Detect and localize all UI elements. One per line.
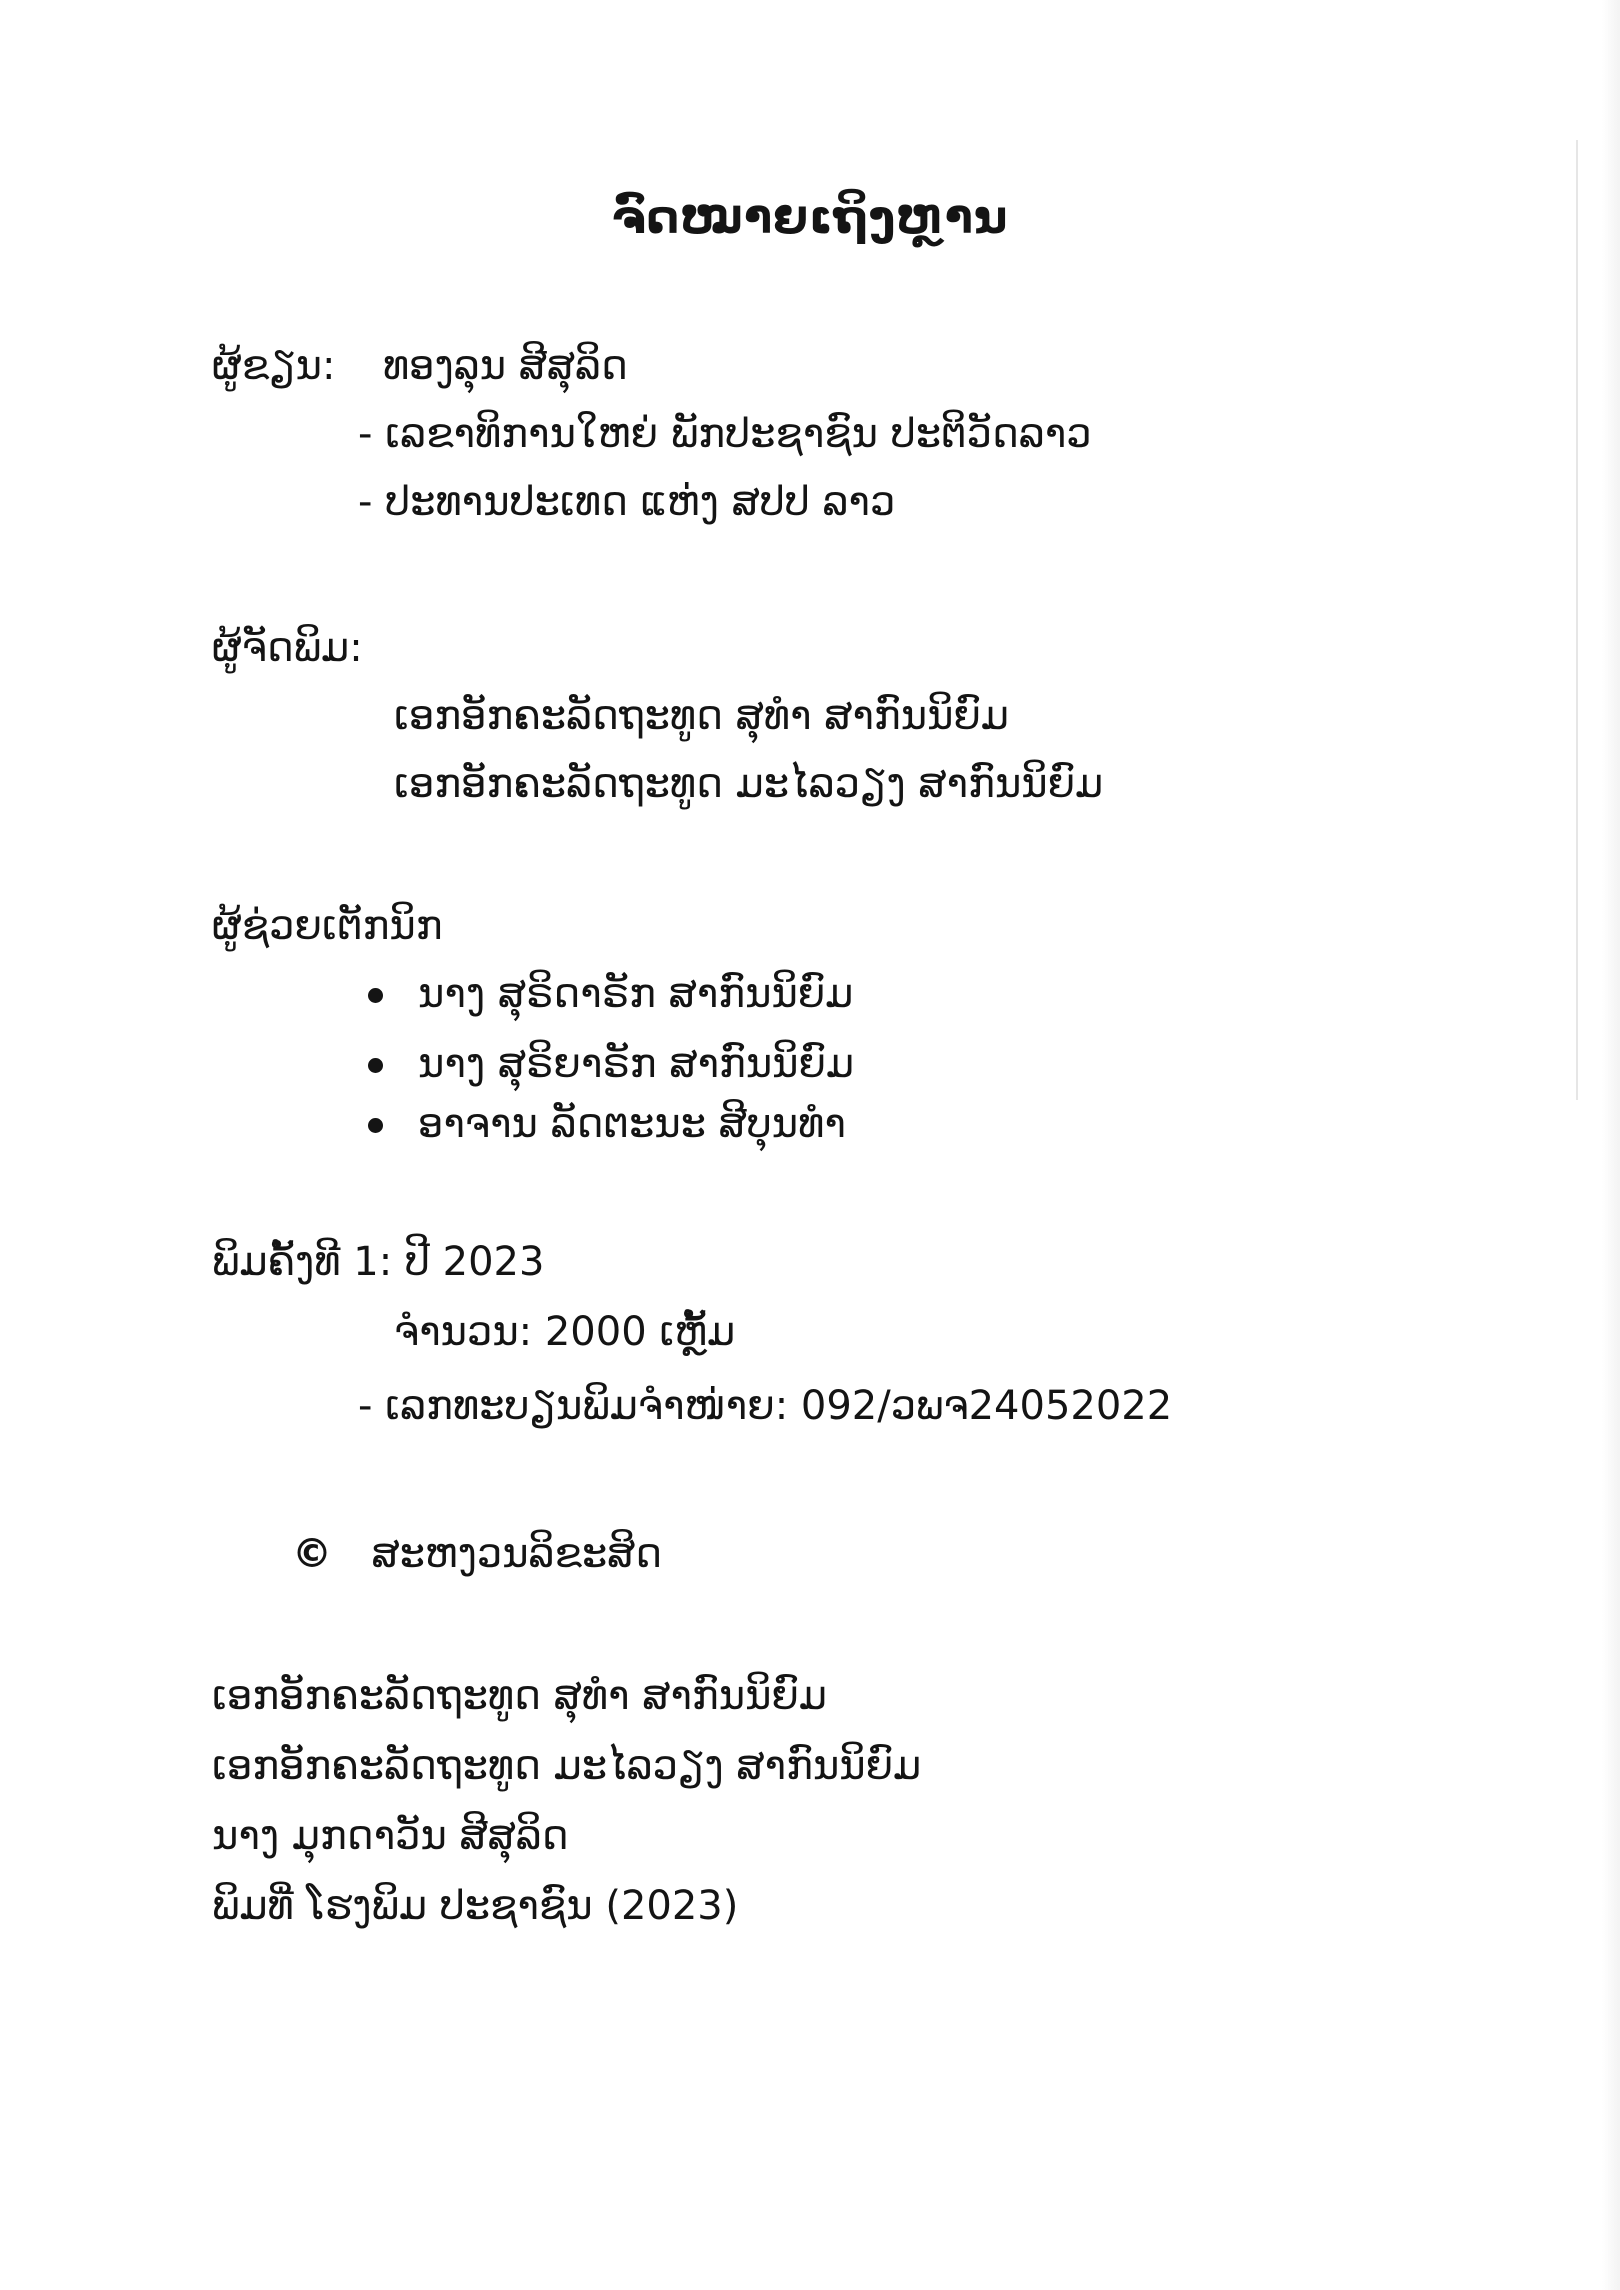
assistants-label: ຜູ້ຊ່ວຍເຕັກນິກ <box>212 903 443 949</box>
registration-line: - ເລກທະບຽນພິມຈຳໜ່າຍ: 092/ວພຈ24052022 <box>358 1383 1173 1429</box>
holder-1: ເອກອັກຄະລັດຖະທູດ ສຸທຳ ສາກົນນິຍົມ <box>212 1673 827 1719</box>
author-label: ຜູ້ຂຽນ: <box>212 343 336 389</box>
copyright-label: ສະຫງວນລິຂະສິດ <box>371 1531 663 1577</box>
copyright-icon: © <box>292 1531 332 1577</box>
author-role-1: - ເລຂາທິການໃຫຍ່ ພັກປະຊາຊົນ ປະຕິວັດລາວ <box>358 411 1092 457</box>
assistant-name-2: ນາງ ສຸຣິຍາຣັກ ສາກົນນິຍົມ <box>418 1041 855 1087</box>
scan-edge-shadow <box>1602 0 1620 2290</box>
publisher-label: ຜູ້ຈັດພິມ: <box>212 625 363 671</box>
bullet-icon <box>368 988 383 1003</box>
assistant-name-3: ອາຈານ ລັດຕະນະ ສີບຸນທຳ <box>418 1101 846 1147</box>
bullet-icon <box>368 1058 383 1073</box>
holder-2: ເອກອັກຄະລັດຖະທູດ ມະໄລວຽງ ສາກົນນິຍົມ <box>212 1743 922 1789</box>
author-name: ທອງລຸນ ສີສຸລິດ <box>382 343 628 389</box>
copyright-line <box>292 1528 662 1580</box>
publisher-name-1: ເອກອັກຄະລັດຖະທູດ ສຸທຳ ສາກົນນິຍົມ <box>394 693 1009 739</box>
edition-line: ພິມຄັ້ງທີ 1: ປີ 2023 <box>212 1239 545 1285</box>
printer-line: ພິມທີ່ ໂຮງພິມ ປະຊາຊົນ (2023) <box>212 1883 739 1929</box>
document-title: ຈົດໝາຍເຖິງຫຼານ <box>611 190 1009 244</box>
copies-line: ຈຳນວນ: 2000 ເຫຼັ້ມ <box>394 1309 736 1355</box>
author-role-2: - ປະທານປະເທດ ແຫ່ງ ສປປ ລາວ <box>358 479 896 525</box>
author-line <box>212 340 628 392</box>
assistant-name-1: ນາງ ສຸຣິດາຣັກ ສາກົນນິຍົມ <box>418 971 854 1017</box>
bullet-icon <box>368 1118 383 1133</box>
scan-margin-line <box>1576 140 1578 1100</box>
publisher-name-2: ເອກອັກຄະລັດຖະທູດ ມະໄລວຽງ ສາກົນນິຍົມ <box>394 761 1104 807</box>
holder-3: ນາງ ມຸກດາວັນ ສີສຸລິດ <box>212 1813 569 1859</box>
